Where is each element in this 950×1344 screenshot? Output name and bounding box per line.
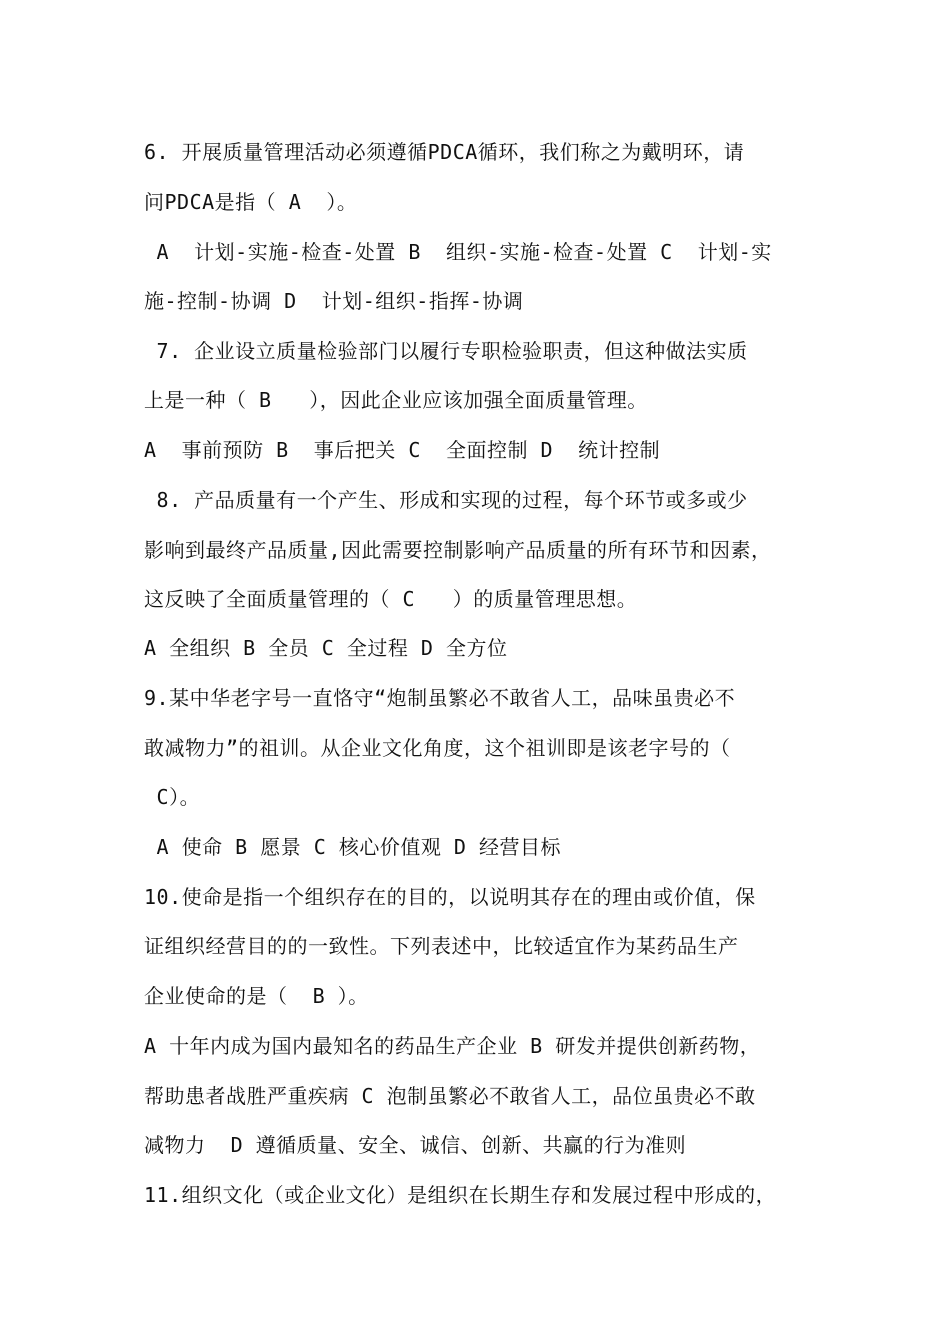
text-line: 7. 企业设立质量检验部门以履行专职检验职责，但这种做法实质 — [144, 339, 748, 363]
text-line: A 事前预防 B 事后把关 C 全面控制 D 统计控制 — [144, 438, 661, 462]
text-line: 这反映了全面质量管理的（ C ）的质量管理思想。 — [144, 587, 638, 611]
text-line: 帮助患者战胜严重疾病 C 泡制虽繁必不敢省人工，品位虽贵必不敢 — [144, 1084, 756, 1108]
text-line: 减物力 D 遵循质量、安全、诚信、创新、共赢的行为准则 — [144, 1133, 687, 1157]
text-line: 上是一种（ B ），因此企业应该加强全面质量管理。 — [144, 388, 648, 412]
text-line: A 计划-实施-检查-处置 B 组织-实施-检查-处置 C 计划-实 — [144, 240, 772, 264]
text-line: 影响到最终产品质量,因此需要控制影响产品质量的所有环节和因素， — [144, 538, 772, 562]
text-line: C）。 — [144, 785, 201, 809]
text-line: A 十年内成为国内最知名的药品生产企业 B 研发并提供创新药物， — [144, 1034, 761, 1058]
text-line: 8. 产品质量有一个产生、形成和实现的过程，每个环节或多或少 — [144, 488, 748, 512]
text-line: A 使命 B 愿景 C 核心价值观 D 经营目标 — [144, 835, 561, 859]
text-line: 证组织经营目的的一致性。下列表述中，比较适宜作为某药品生产 — [144, 934, 739, 958]
text-line: 10.使命是指一个组织存在的目的，以说明其存在的理由或价值，保 — [144, 885, 756, 909]
text-line: 11.组织文化（或企业文化）是组织在长期生存和发展过程中形成的， — [144, 1183, 777, 1207]
text-line: 问PDCA是指（ A ）。 — [144, 190, 358, 214]
text-line: 敢减物力”的祖训。从企业文化角度，这个祖训即是该老字号的（ — [144, 736, 731, 760]
text-line: 9.某中华老字号一直恪守“炮制虽繁必不敢省人工，品味虽贵必不 — [144, 686, 736, 710]
text-line: 企业使命的是（ B ）。 — [144, 984, 369, 1008]
text-line: A 全组织 B 全员 C 全过程 D 全方位 — [144, 636, 508, 660]
text-line: 6. 开展质量管理活动必须遵循PDCA循环，我们称之为戴明环，请 — [144, 140, 745, 164]
text-line: 施-控制-协调 D 计划-组织-指挥-协调 — [144, 289, 524, 313]
